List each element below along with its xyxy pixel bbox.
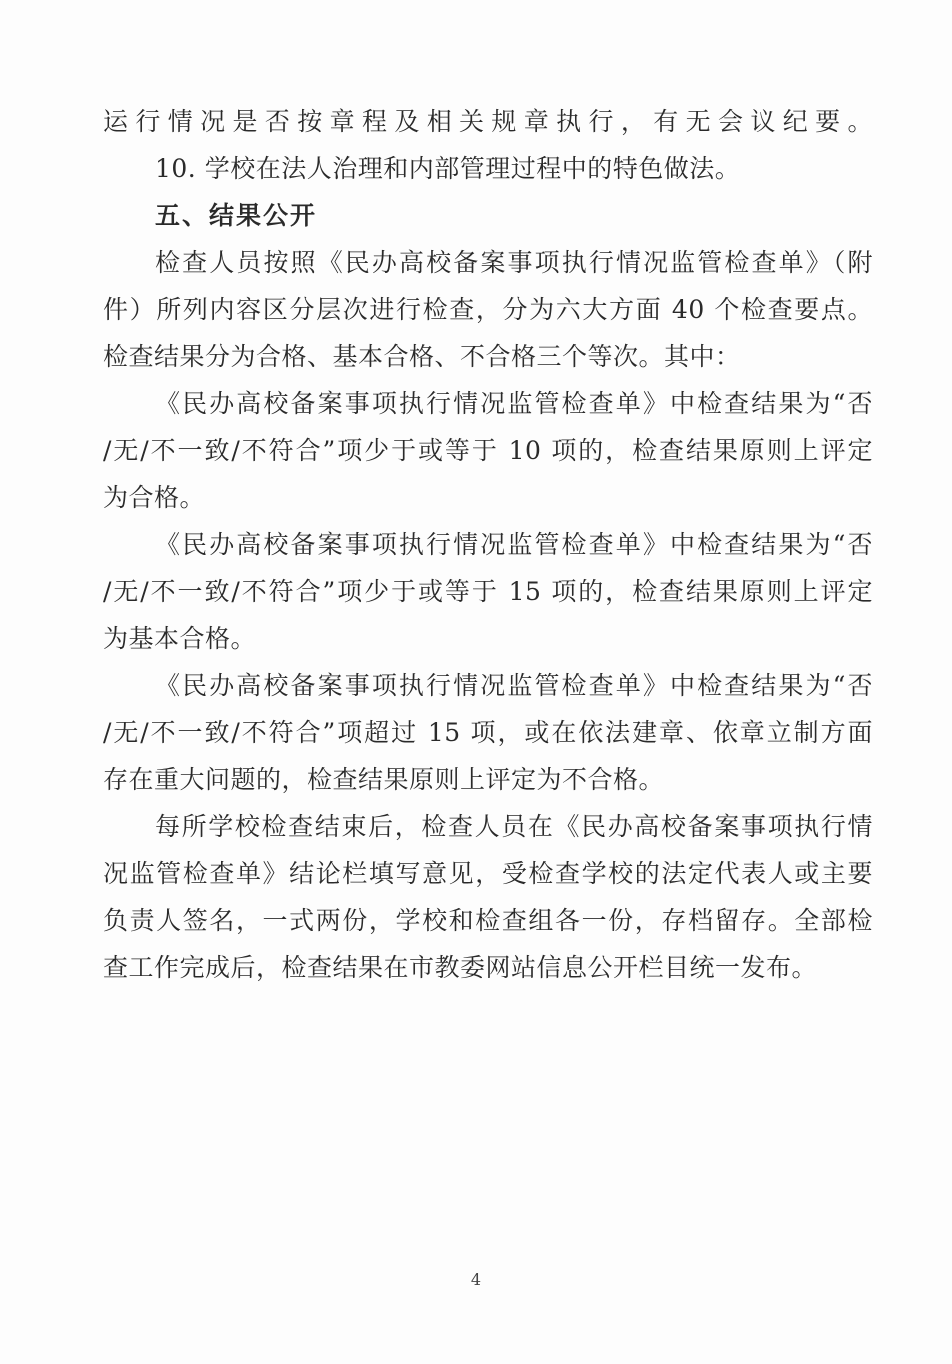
text-line-11: /无/不一致/不符合”项少于或等于 15 项的，检查结果原则上评定 bbox=[103, 577, 873, 606]
text-line-10: 《民办高校备案事项执行情况监管检查单》中检查结果为“否 bbox=[155, 530, 873, 559]
text-line-18: 负责人签名，一式两份，学校和检查组各一份，存档留存。全部检 bbox=[103, 906, 873, 935]
text-line-2: 10. 学校在法人治理和内部管理过程中的特色做法。 bbox=[155, 154, 741, 183]
document-body bbox=[103, 98, 873, 991]
text-line-13: 《民办高校备案事项执行情况监管检查单》中检查结果为“否 bbox=[155, 671, 873, 700]
text-line-16: 每所学校检查结束后，检查人员在《民办高校备案事项执行情 bbox=[155, 812, 873, 841]
text-line-9: 为合格。 bbox=[103, 483, 206, 512]
text-line-19: 查工作完成后，检查结果在市教委网站信息公开栏目统一发布。 bbox=[103, 953, 818, 982]
text-line-6: 检查结果分为合格、基本合格、不合格三个等次。其中： bbox=[103, 342, 741, 371]
text-line-14: /无/不一致/不符合”项超过 15 项，或在依法建章、依章立制方面 bbox=[103, 718, 873, 747]
text-line-8: /无/不一致/不符合”项少于或等于 10 项的，检查结果原则上评定 bbox=[103, 436, 873, 465]
page-number: 4 bbox=[470, 1270, 482, 1289]
text-line-1: 运行情况是否按章程及相关规章执行，有无会议纪要。 bbox=[103, 107, 873, 136]
text-line-12: 为基本合格。 bbox=[103, 624, 257, 653]
text-line-5: 件）所列内容区分层次进行检查，分为六大方面 40 个检查要点。 bbox=[103, 295, 873, 324]
text-line-17: 况监管检查单》结论栏填写意见，受检查学校的法定代表人或主要 bbox=[103, 859, 873, 888]
text-line-7: 《民办高校备案事项执行情况监管检查单》中检查结果为“否 bbox=[155, 389, 873, 418]
section-heading-results-public: 五、结果公开 bbox=[155, 201, 318, 230]
text-line-15: 存在重大问题的，检查结果原则上评定为不合格。 bbox=[103, 765, 665, 794]
text-line-4: 检查人员按照《民办高校备案事项执行情况监管检查单》（附 bbox=[155, 248, 873, 277]
